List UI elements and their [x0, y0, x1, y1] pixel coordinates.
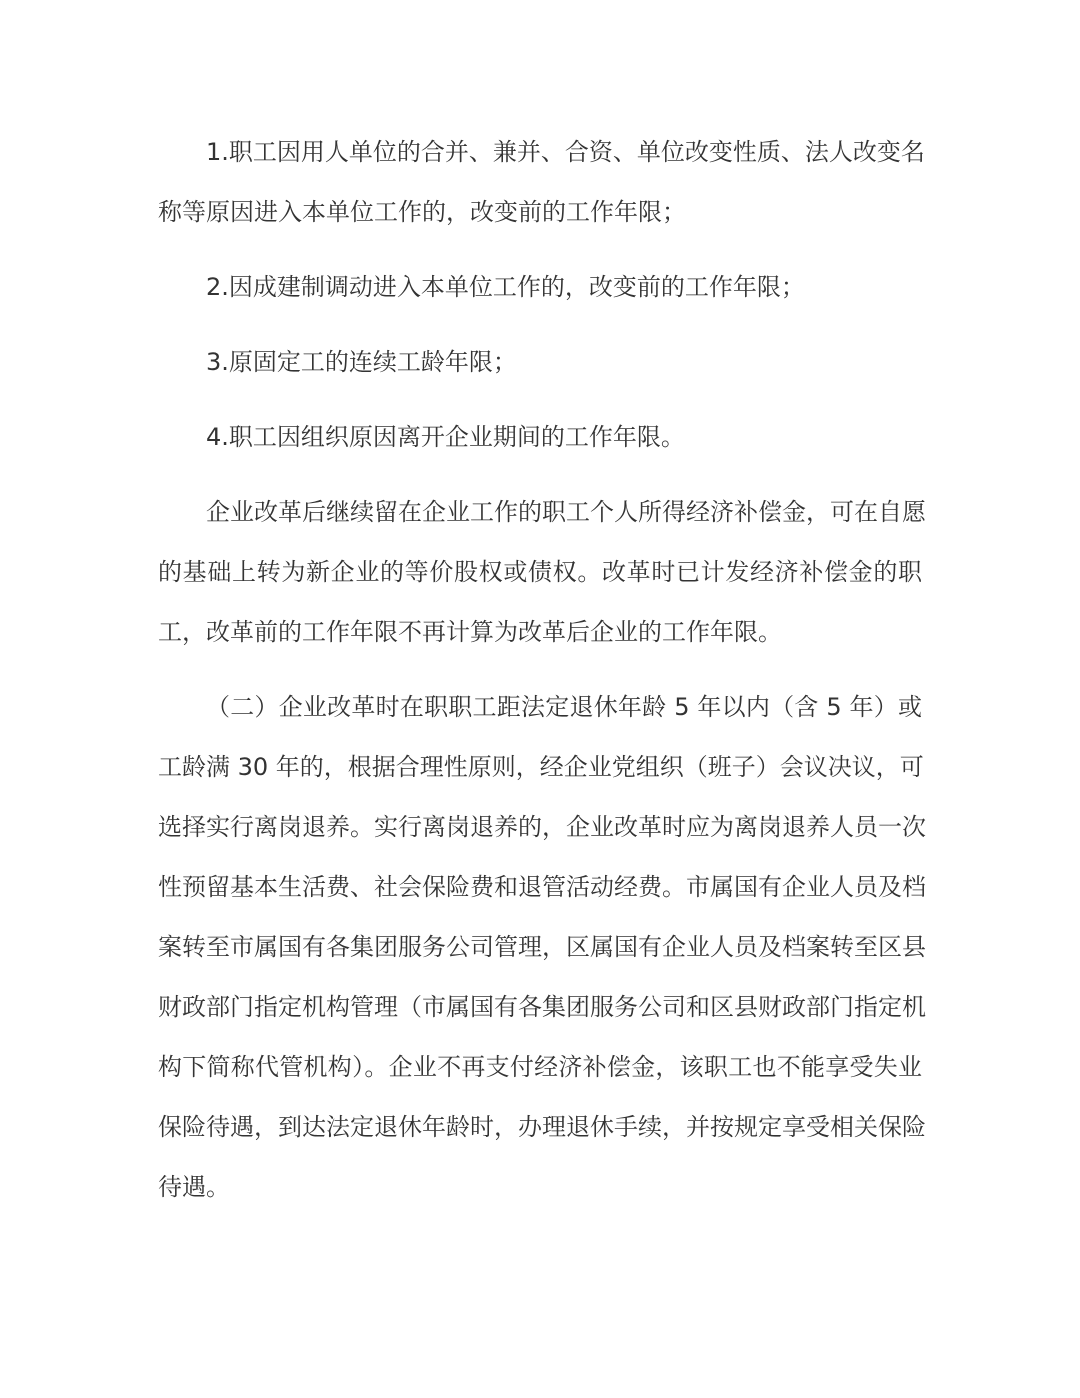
paragraph [158, 482, 926, 662]
text-line: 4.职工因组织原因离开企业期间的工作年限。 [206, 423, 685, 451]
text-line: 1.职工因用人单位的合并、兼并、合资、单位改变性质、法人改变名 [206, 138, 925, 166]
text-line: 的基础上转为新企业的等价股权或债权。改革时已计发经济补偿金的职 [158, 558, 922, 586]
text-line: 选择实行离岗退养。实行离岗退养的，企业改革时应为离岗退养人员一次 [158, 813, 926, 841]
text-line: 案转至市属国有各集团服务公司管理，区属国有企业人员及档案转至区县 [158, 933, 926, 961]
paragraph [158, 257, 922, 317]
paragraph [158, 677, 926, 1217]
paragraph [158, 407, 922, 467]
paragraph [158, 122, 925, 242]
text-line: 构下简称代管机构）。企业不再支付经济补偿金，该职工也不能享受失业 [158, 1053, 922, 1081]
text-line: 3.原固定工的连续工龄年限； [206, 348, 517, 376]
text-line: 财政部门指定机构管理（市属国有各集团服务公司和区县财政部门指定机 [158, 993, 926, 1021]
text-line: 企业改革后继续留在企业工作的职工个人所得经济补偿金，可在自愿 [206, 498, 926, 526]
text-line: 待遇。 [158, 1173, 230, 1201]
text-line: 保险待遇，到达法定退休年龄时，办理退休手续，并按规定享受相关保险 [158, 1113, 926, 1141]
text-line: 2.因成建制调动进入本单位工作的，改变前的工作年限； [206, 273, 805, 301]
text-line: （二）企业改革时在职职工距法定退休年龄 5 年以内（含 5 年）或 [206, 693, 922, 721]
paragraph [158, 332, 922, 392]
document-body [158, 122, 926, 1232]
text-line: 工龄满 30 年的，根据合理性原则，经企业党组织（班子）会议决议，可 [158, 753, 924, 781]
text-line: 性预留基本生活费、社会保险费和退管活动经费。市属国有企业人员及档 [158, 873, 926, 901]
text-line: 称等原因进入本单位工作的，改变前的工作年限； [158, 198, 686, 226]
text-line: 工，改革前的工作年限不再计算为改革后企业的工作年限。 [158, 618, 782, 646]
